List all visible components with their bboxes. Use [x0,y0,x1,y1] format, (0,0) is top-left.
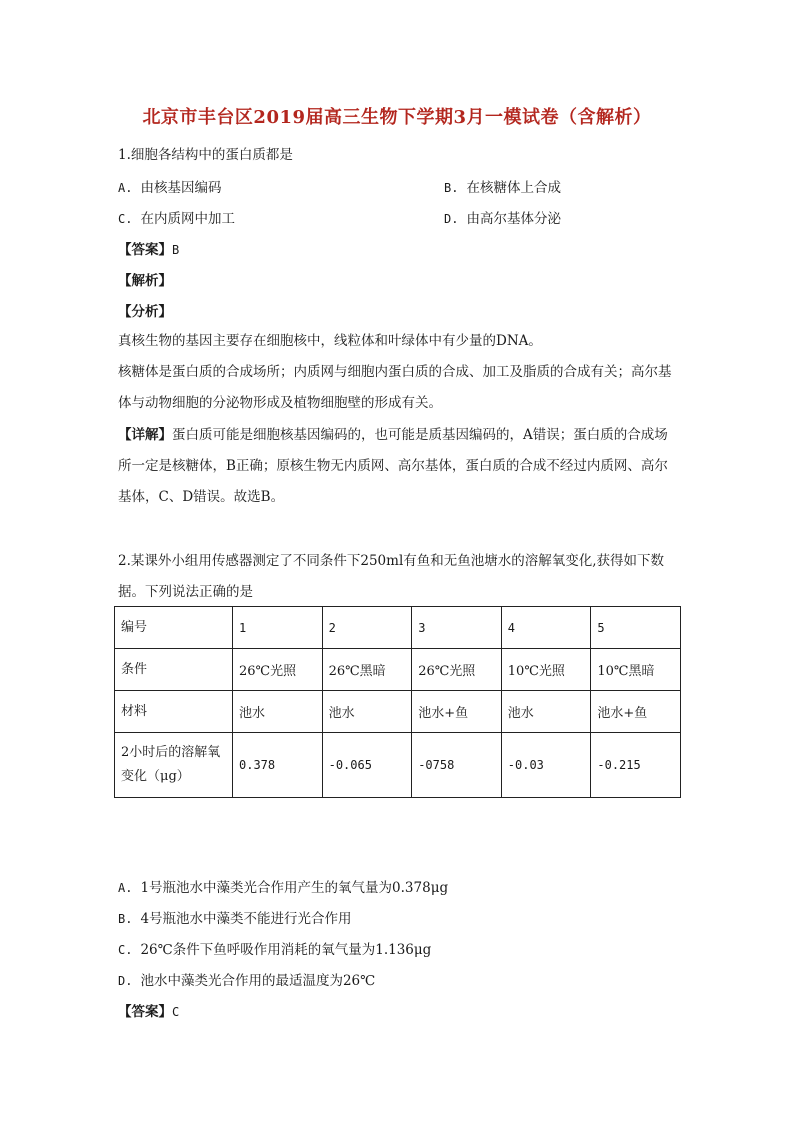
table-cell: -0.03 [501,733,591,798]
q1-answer-value: B [172,243,180,257]
q2-option-a-text: 1号瓶池水中藻类光合作用产生的氧气量为0.378μg [140,880,449,896]
q1-answer-tag: 【答案】 [118,242,172,258]
table-cell: -0758 [412,733,502,798]
q2-answer-value: C [172,1005,180,1019]
q1-option-d-letter: D. [444,212,459,226]
q2-option-b [118,907,352,927]
table-cell: 编号 [115,607,233,649]
q2-option-a-letter: A. [118,881,133,895]
table-cell: 池水 [501,691,591,733]
table-row [115,691,681,733]
table-cell: 10℃光照 [501,649,591,691]
q1-option-c-text: 在内质网中加工 [140,211,235,227]
q1-stem: 1.细胞各结构中的蛋白质都是 [118,147,293,163]
q2-option-d [118,969,375,989]
q1-option-c [118,207,235,227]
table-cell: 0.378 [233,733,323,798]
q2-answer [118,1000,179,1020]
table-cell: 5 [591,607,681,649]
q1-detail [118,420,678,513]
q1-fenxi-line2: 核糖体是蛋白质的合成场所；内质网与细胞内蛋白质的合成、加工及脂质的合成有关；高尔基体与动物细胞的分泌物形成及植物细胞壁的形成有关。 [118,364,672,411]
q1-option-a-text: 由核基因编码 [140,180,222,196]
table-cell: 4 [501,607,591,649]
table-cell: -0.065 [322,733,412,798]
table-row [115,733,681,798]
q2-data-table [114,606,681,798]
q1-option-d-text: 由高尔基体分泌 [466,211,561,227]
table-cell: 材料 [115,691,233,733]
q2-option-b-text: 4号瓶池水中藻类不能进行光合作用 [140,911,352,927]
q1-option-b [444,176,561,196]
table-cell: 2小时后的溶解氧变化（μg） [115,733,233,798]
q1-option-a [118,176,221,196]
q1-option-d [444,207,561,227]
q1-answer [118,238,179,258]
table-row [115,607,681,649]
table-cell: 10℃黑暗 [591,649,681,691]
table-cell: 26℃光照 [233,649,323,691]
q1-fenxi-tag: 【分析】 [118,304,172,320]
table-row [115,649,681,691]
table-cell: 池水+鱼 [591,691,681,733]
q1-option-b-letter: B. [444,181,459,195]
table-cell: 池水 [322,691,412,733]
q1-option-c-letter: C. [118,212,133,226]
q2-option-b-letter: B. [118,912,133,926]
table-cell: 池水+鱼 [412,691,502,733]
q1-detail-text: 蛋白质可能是细胞核基因编码的，也可能是质基因编码的，A错误；蛋白质的合成场所一定是核糖体，B正确；原核生物无内质网、高尔基体，蛋白质的合成不经过内质网、高尔基体，C、D错误。故选B。 [118,427,668,505]
q1-fenxi-line1: 真核生物的基因主要存在细胞核中，线粒体和叶绿体中有少量的DNA。 [118,333,542,349]
q2-option-d-letter: D. [118,974,133,988]
q1-analysis-tag: 【解析】 [118,273,172,289]
table-cell: 3 [412,607,502,649]
table-cell: 条件 [115,649,233,691]
q2-option-d-text: 池水中藻类光合作用的最适温度为26℃ [140,973,376,989]
table-cell: 池水 [233,691,323,733]
q2-answer-tag: 【答案】 [118,1004,172,1020]
q2-stem: 2.某课外小组用传感器测定了不同条件下250ml有鱼和无鱼池塘水的溶解氧变化,获得如下数据。下列说法正确的是 [118,553,665,600]
q2-option-c-text: 26℃条件下鱼呼吸作用消耗的氧气量为1.136μg [140,942,432,958]
document-title: 北京市丰台区2019届高三生物下学期3月一模试卷（含解析） [142,107,652,128]
q2-option-c-letter: C. [118,943,133,957]
q2-option-c [118,938,431,958]
table-cell: 26℃黑暗 [322,649,412,691]
table-cell: 2 [322,607,412,649]
q1-option-a-letter: A. [118,181,133,195]
table-cell: 26℃光照 [412,649,502,691]
table-cell: -0.215 [591,733,681,798]
q1-option-b-text: 在核糖体上合成 [466,180,561,196]
table-cell: 1 [233,607,323,649]
q1-detail-tag: 【详解】 [118,427,172,443]
q2-option-a [118,876,448,896]
